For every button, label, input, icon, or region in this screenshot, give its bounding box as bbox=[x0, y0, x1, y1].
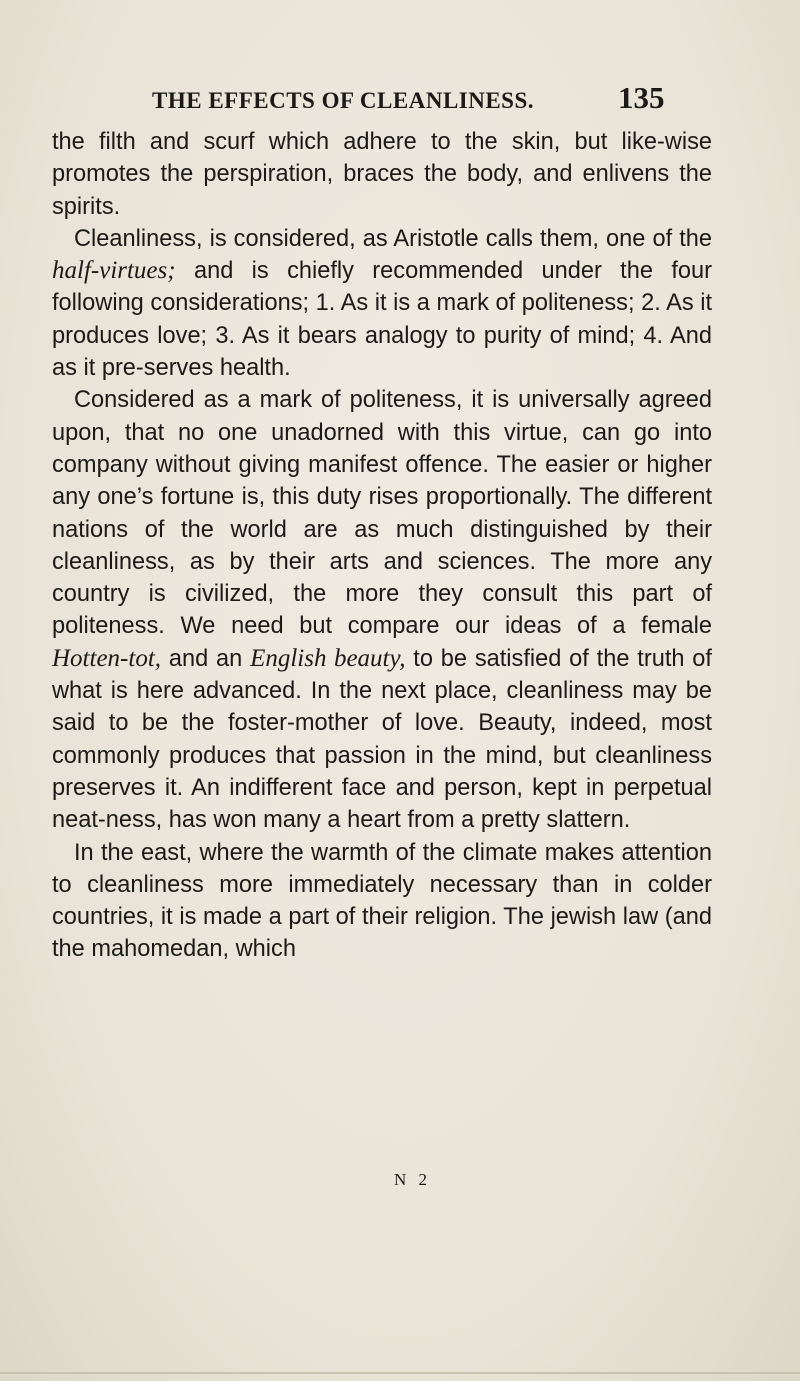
paragraph-2-text-b: and is chiefly recommended under the four following considerations; 1. As it is a mark of politeness; 2. As it produces love; 3. As it bears analogy to purity of mind; 4. And as it pre-serves health. bbox=[52, 258, 712, 382]
paragraph-1-text: the filth and scurf which adhere to the skin, but like-wise promotes the perspiration, braces the body, and enlivens the spirits. bbox=[52, 129, 712, 220]
page-edge-divider bbox=[0, 1372, 800, 1374]
paragraph-2 bbox=[52, 223, 712, 384]
italic-english-beauty: English beauty, bbox=[250, 644, 406, 672]
paragraph-2-text-a: Cleanliness, is considered, as Aristotle calls them, one of the bbox=[74, 225, 712, 252]
paragraph-3-text-b: and an bbox=[161, 645, 251, 672]
paragraph-4 bbox=[52, 837, 712, 966]
paragraph-3-text-a: Considered as a mark of politeness, it is universally agreed upon, that no one unadorned with this virtue, can go into company without giving manifest offence. The easier or higher any one’s fortune is, this duty rises proportionally. The different nations of the world are as much distinguished by their cleanliness, as by their arts and sciences. The more any country is civilized, the more they consult this part of politeness. We need but compare our ideas of a female bbox=[52, 387, 712, 640]
body-text bbox=[52, 126, 712, 966]
paragraph-1 bbox=[52, 126, 712, 223]
paragraph-3 bbox=[52, 384, 712, 836]
running-head: THE EFFECTS OF CLEANLINESS. bbox=[152, 88, 535, 113]
page-header bbox=[0, 78, 800, 118]
italic-half-virtues: half-virtues; bbox=[52, 257, 176, 285]
signature-mark: N 2 bbox=[394, 1170, 432, 1189]
paragraph-3-text-c: to be satisfied of the truth of what is here advanced. In the next place, cleanliness may be said to be the foster-mother of love. Beauty, indeed, most commonly produces that passion in the mind, but cleanliness preserves it. An indifferent face and person, kept in perpetual neat-ness, has won many a heart from a pretty slattern. bbox=[52, 645, 712, 834]
paragraph-4-text: In the east, where the warmth of the climate makes attention to cleanliness more immediately necessary than in colder countries, it is made a part of their religion. The jewish law (and the mahomedan, which bbox=[52, 839, 712, 963]
page-number: 135 bbox=[618, 80, 665, 115]
italic-hottentot: Hotten-tot, bbox=[52, 644, 162, 672]
